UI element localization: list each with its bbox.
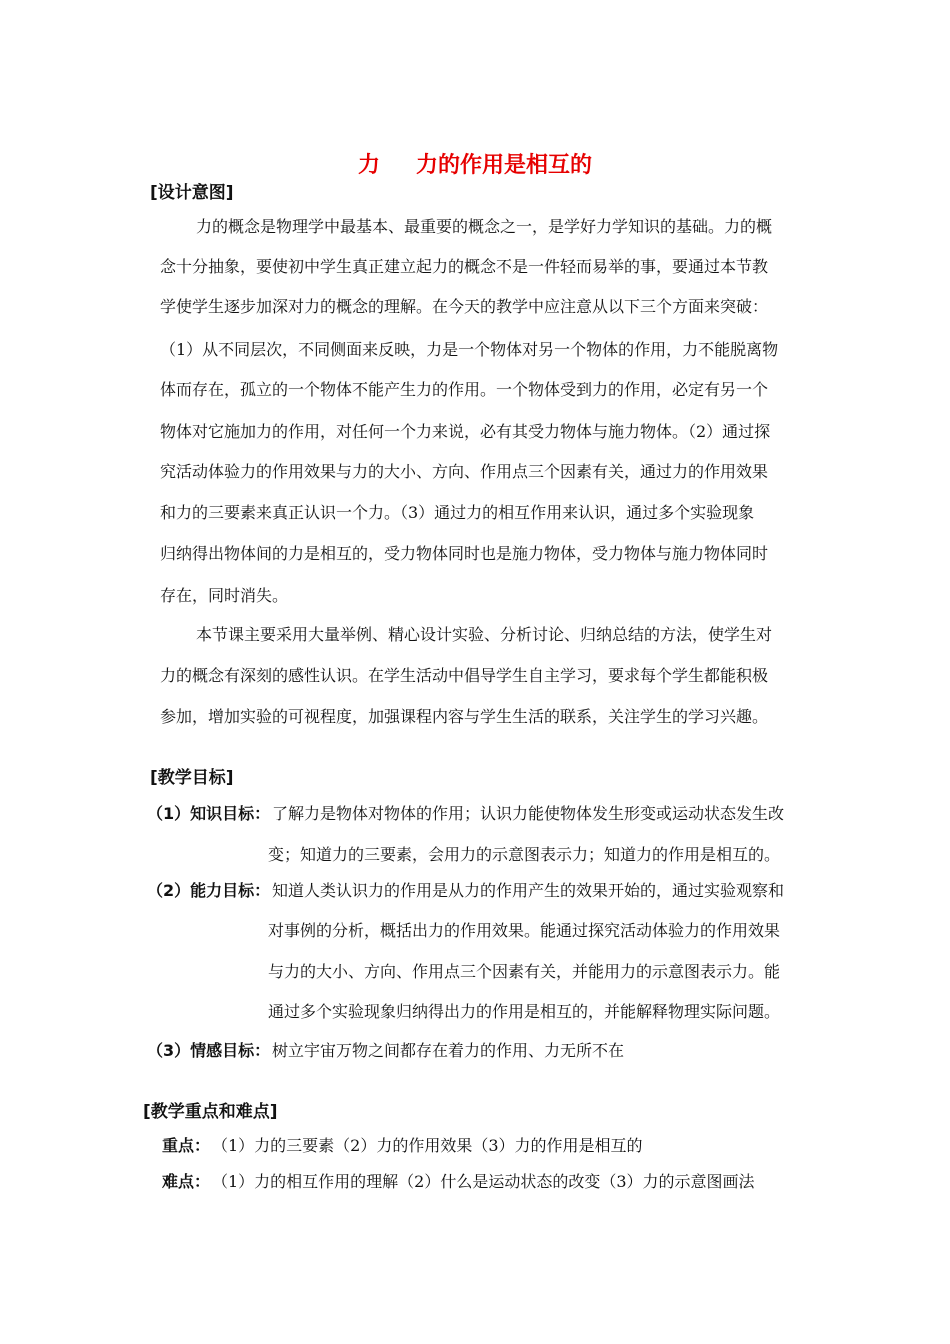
knowledge-goal-label: （1）知识目标：	[147, 804, 271, 823]
ability-goal-line: 知道人类认识力的作用是从力的作用产生的效果开始的，通过实验观察和	[272, 881, 785, 900]
design-line: 归纳得出物体间的力是相互的，受力物体同时也是施力物体，受力物体与施力物体同时	[160, 544, 769, 563]
difficulty-label: 难点：	[162, 1172, 211, 1191]
design-line: 念十分抽象，要使初中学生真正建立起力的概念不是一件轻而易举的事，要通过本节教	[160, 257, 769, 276]
design-line: 物体对它施加力的作用，对任何一个力来说，必有其受力物体与施力物体。（2）通过探	[160, 422, 771, 441]
focus-text: （1）力的三要素（2）力的作用效果（3）力的作用是相互的	[212, 1136, 643, 1155]
design-line: 体而存在，孤立的一个物体不能产生力的作用。一个物体受到力的作用，必定有另一个	[160, 380, 769, 399]
design-heading: [设计意图]	[150, 183, 234, 203]
design-line: 参加，增加实验的可视程度，加强课程内容与学生生活的联系，关注学生的学习兴趣。	[160, 707, 769, 726]
ability-goal-line: 通过多个实验现象归纳得出力的作用是相互的，并能解释物理实际问题。	[268, 1002, 781, 1021]
design-line: 究活动体验力的作用效果与力的大小、方向、作用点三个因素有关，通过力的作用效果	[160, 462, 769, 481]
focus-label: 重点：	[162, 1136, 211, 1155]
difficulty-text: （1）力的相互作用的理解（2）什么是运动状态的改变（3）力的示意图画法	[212, 1172, 755, 1191]
ability-goal-label: （2）能力目标：	[147, 881, 271, 900]
design-line: 存在，同时消失。	[160, 586, 289, 605]
design-line: 和力的三要素来真正认识一个力。（3）通过力的相互作用来认识，通过多个实验现象	[160, 503, 755, 522]
title-part-2: 力的作用是相互的	[416, 153, 593, 178]
knowledge-goal-line: 了解力是物体对物体的作用；认识力能使物体发生形变或运动状态发生改	[272, 804, 785, 823]
design-line: （1）从不同层次，不同侧面来反映，力是一个物体对另一个物体的作用，力不能脱离物	[160, 340, 779, 359]
emotion-goal-line: 树立宇宙万物之间都存在着力的作用、力无所不在	[272, 1041, 625, 1060]
design-line: 力的概念是物理学中最基本、最重要的概念之一，是学好力学知识的基础。力的概	[196, 217, 773, 236]
ability-goal-line: 与力的大小、方向、作用点三个因素有关，并能用力的示意图表示力。能	[268, 962, 781, 981]
knowledge-goal-line: 变；知道力的三要素，会用力的示意图表示力；知道力的作用是相互的。	[268, 845, 781, 864]
ability-goal-line: 对事例的分析，概括出力的作用效果。能通过探究活动体验力的作用效果	[268, 921, 781, 940]
design-line: 学使学生逐步加深对力的概念的理解。在今天的教学中应注意从以下三个方面来突破：	[160, 297, 769, 316]
page-title	[0, 148, 950, 179]
design-line: 本节课主要采用大量举例、精心设计实验、分析讨论、归纳总结的方法，使学生对	[196, 625, 773, 644]
title-part-1: 力	[357, 153, 380, 178]
design-line: 力的概念有深刻的感性认识。在学生活动中倡导学生自主学习，要求每个学生都能积极	[160, 666, 769, 685]
emotion-goal-label: （3）情感目标：	[147, 1041, 271, 1060]
key-points-heading: [教学重点和难点]	[143, 1102, 278, 1122]
goals-heading: [教学目标]	[150, 768, 234, 788]
